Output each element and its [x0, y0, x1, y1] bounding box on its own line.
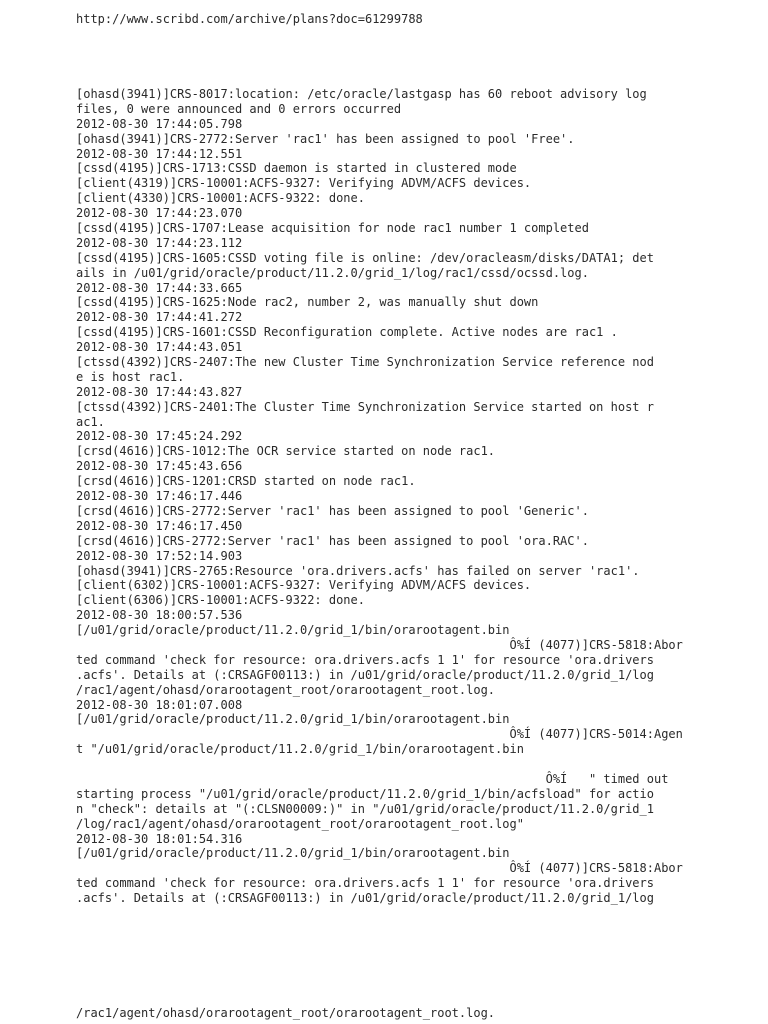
log-line: 2012-08-30 17:44:41.272 — [76, 310, 243, 325]
log-line: [crsd(4616)]CRS-2772:Server 'rac1' has been assigned to pool 'Generic'. — [76, 503, 589, 518]
log-line: Ô%Í " timed out — [76, 771, 669, 786]
log-line: 2012-08-30 17:46:17.450 — [76, 518, 243, 533]
log-line — [76, 757, 716, 772]
log-line: 2012-08-30 17:46:17.446 — [76, 489, 243, 504]
log-line: 2012-08-30 17:45:24.292 — [76, 429, 243, 444]
log-line: [client(4319)]CRS-10001:ACFS-9327: Verifying ADVM/ACFS devices. — [76, 176, 532, 191]
log-line: [cssd(4195)]CRS-1625:Node rac2, number 2, was manually shut down — [76, 295, 539, 310]
log-line: 2012-08-30 17:44:12.551 — [76, 146, 243, 161]
log-text-block — [76, 87, 716, 906]
log-line: /log/rac1/agent/ohasd/orarootagent_root/orarootagent_root.log" — [76, 816, 524, 831]
log-line: [client(6306)]CRS-10001:ACFS-9322: done. — [76, 593, 365, 608]
log-line: [ohasd(3941)]CRS-8017:location: /etc/oracle/lastgasp has 60 reboot advisory log — [76, 87, 647, 101]
log-line: ted command 'check for resource: ora.drivers.acfs 1 1' for resource 'ora.drivers — [76, 876, 654, 891]
footer-log-line: /rac1/agent/ohasd/orarootagent_root/orarootagent_root.log. — [76, 1006, 496, 1020]
log-line: [client(4330)]CRS-10001:ACFS-9322: done. — [76, 191, 365, 206]
log-line: [crsd(4616)]CRS-1201:CRSD started on node rac1. — [76, 474, 416, 489]
log-line: 2012-08-30 18:01:07.008 — [76, 697, 243, 712]
log-line: 2012-08-30 17:44:05.798 — [76, 116, 243, 131]
log-line: starting process "/u01/grid/oracle/product/11.2.0/grid_1/bin/acfsload" for actio — [76, 786, 654, 801]
log-line: Ô%Í (4077)]CRS-5014:Agen — [76, 727, 683, 742]
log-line: e is host rac1. — [76, 369, 185, 384]
log-line: 2012-08-30 17:44:23.070 — [76, 206, 243, 221]
log-line: ac1. — [76, 414, 105, 429]
log-line: .acfs'. Details at (:CRSAGF00113:) in /u01/grid/oracle/product/11.2.0/grid_1/log — [76, 667, 654, 682]
log-line: ted command 'check for resource: ora.drivers.acfs 1 1' for resource 'ora.drivers — [76, 652, 654, 667]
log-line: [ctssd(4392)]CRS-2407:The new Cluster Time Synchronization Service reference nod — [76, 355, 654, 370]
log-line: [/u01/grid/oracle/product/11.2.0/grid_1/bin/orarootagent.bin — [76, 846, 510, 861]
log-line: [ohasd(3941)]CRS-2772:Server 'rac1' has been assigned to pool 'Free'. — [76, 131, 575, 146]
log-line: 2012-08-30 18:00:57.536 — [76, 608, 243, 623]
log-line: [crsd(4616)]CRS-1012:The OCR service started on node rac1. — [76, 444, 496, 459]
log-line: 2012-08-30 17:52:14.903 — [76, 548, 243, 563]
source-url: http://www.scribd.com/archive/plans?doc=61299788 — [76, 12, 423, 26]
log-line: [cssd(4195)]CRS-1601:CSSD Reconfiguration complete. Active nodes are rac1 . — [76, 325, 618, 340]
log-line: 2012-08-30 17:44:43.051 — [76, 340, 243, 355]
log-line: t "/u01/grid/oracle/product/11.2.0/grid_1/bin/orarootagent.bin — [76, 742, 524, 757]
log-line: .acfs'. Details at (:CRSAGF00113:) in /u01/grid/oracle/product/11.2.0/grid_1/log — [76, 891, 654, 906]
log-line: [crsd(4616)]CRS-2772:Server 'rac1' has been assigned to pool 'ora.RAC'. — [76, 533, 589, 548]
log-line: /rac1/agent/ohasd/orarootagent_root/orarootagent_root.log. — [76, 682, 496, 697]
log-line: Ô%Í (4077)]CRS-5818:Abor — [76, 861, 683, 876]
log-line: 2012-08-30 17:45:43.656 — [76, 459, 243, 474]
log-line: 2012-08-30 17:44:23.112 — [76, 235, 243, 250]
log-line: n "check": details at "(:CLSN00009:)" in "/u01/grid/oracle/product/11.2.0/grid_1 — [76, 801, 654, 816]
log-line: ails in /u01/grid/oracle/product/11.2.0/grid_1/log/rac1/cssd/ocssd.log. — [76, 265, 589, 280]
log-line: 2012-08-30 17:44:33.665 — [76, 280, 243, 295]
log-line: 2012-08-30 18:01:54.316 — [76, 831, 243, 846]
log-line: [client(6302)]CRS-10001:ACFS-9327: Verifying ADVM/ACFS devices. — [76, 578, 532, 593]
log-line: [/u01/grid/oracle/product/11.2.0/grid_1/bin/orarootagent.bin — [76, 712, 510, 727]
log-line: [cssd(4195)]CRS-1707:Lease acquisition for node rac1 number 1 completed — [76, 221, 589, 236]
log-line: files, 0 were announced and 0 errors occurred — [76, 101, 402, 116]
log-line: [ohasd(3941)]CRS-2765:Resource 'ora.drivers.acfs' has failed on server 'rac1'. — [76, 563, 640, 578]
log-line: [/u01/grid/oracle/product/11.2.0/grid_1/bin/orarootagent.bin — [76, 623, 510, 638]
log-line: 2012-08-30 17:44:43.827 — [76, 384, 243, 399]
log-line: [cssd(4195)]CRS-1605:CSSD voting file is online: /dev/oracleasm/disks/DATA1; det — [76, 250, 654, 265]
log-line: [cssd(4195)]CRS-1713:CSSD daemon is started in clustered mode — [76, 161, 517, 176]
log-line: [ctssd(4392)]CRS-2401:The Cluster Time Synchronization Service started on host r — [76, 399, 654, 414]
log-line: Ô%Í (4077)]CRS-5818:Abor — [76, 637, 683, 652]
